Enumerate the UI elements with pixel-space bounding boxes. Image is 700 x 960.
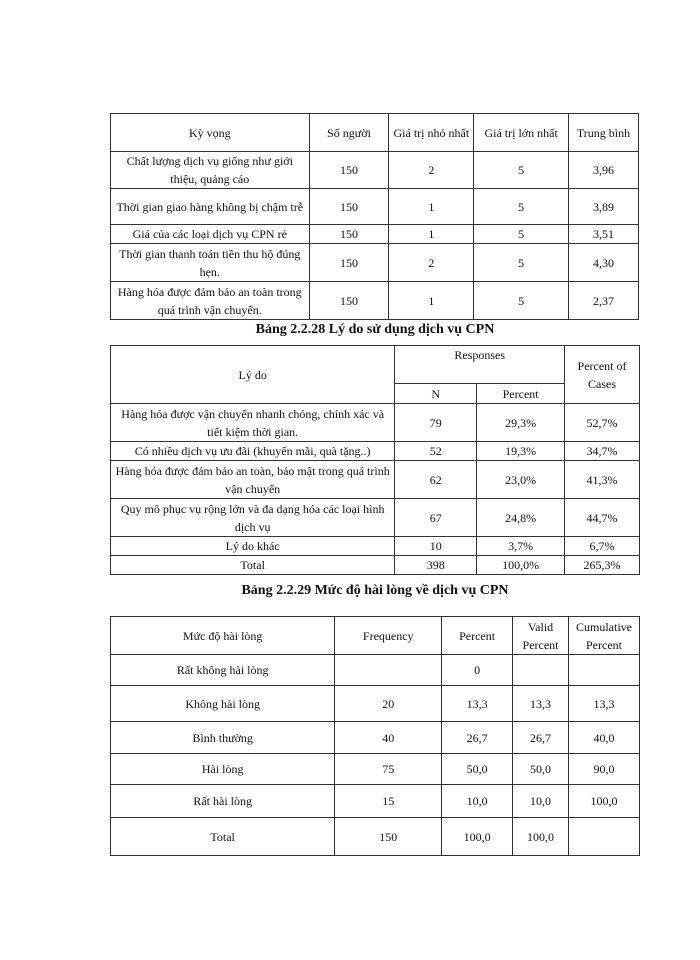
cell-count: 150 <box>309 225 389 244</box>
table-total-row <box>111 556 640 575</box>
cell-mean: 4,30 <box>569 244 639 282</box>
cell-percent: 10,0 <box>442 785 513 818</box>
cell-expectation: Chất lượng dịch vụ giống như giới thiệu, quảng cáo <box>111 152 310 189</box>
cell-valid-percent: 10,0 <box>513 785 569 818</box>
cell-expectation: Giá của các loại dịch vụ CPN rẻ <box>111 225 310 244</box>
cell-valid-percent: 50,0 <box>513 754 569 785</box>
cell-cumulative-percent: 40,0 <box>568 722 639 754</box>
table-row <box>111 537 640 556</box>
table-row <box>111 499 640 537</box>
column-header: Percent <box>442 617 513 655</box>
cell-n: 398 <box>395 556 477 575</box>
expectation-table <box>110 113 639 320</box>
cell-valid-percent <box>513 655 569 686</box>
cell-cumulative-percent: 100,0 <box>568 785 639 818</box>
cell-expectation: Thời gian giao hàng không bị chậm trễ <box>111 189 310 225</box>
cell-min: 2 <box>389 244 474 282</box>
column-header: Lý do <box>111 346 395 404</box>
column-header: Giá trị lớn nhất <box>474 114 569 152</box>
cell-expectation: Hàng hóa được đảm bảo an toàn trong quá trình vận chuyển. <box>111 282 310 320</box>
column-header: Percent <box>477 384 565 404</box>
table-row <box>111 686 640 722</box>
table-row <box>111 785 640 818</box>
column-header: Trung bình <box>569 114 639 152</box>
cell-n: 52 <box>395 442 477 461</box>
cell-cumulative-percent: 90,0 <box>568 754 639 785</box>
cell-count: 150 <box>309 282 389 320</box>
cell-percent: 26,7 <box>442 722 513 754</box>
table-row <box>111 225 639 244</box>
cell-level: Hài lòng <box>111 754 335 785</box>
cell-level: Bình thường <box>111 722 335 754</box>
column-header: Responses <box>395 346 565 384</box>
cell-percent-cases: 6,7% <box>565 537 640 556</box>
column-header: Giá trị nhỏ nhất <box>389 114 474 152</box>
table-caption: Bảng 2.2.29 Mức độ hài lòng về dịch vụ CPN <box>241 583 509 598</box>
cell-percent: 0 <box>442 655 513 686</box>
cell-percent: 24,8% <box>477 499 565 537</box>
column-header: Valid Percent <box>513 617 569 655</box>
table-row <box>111 282 639 320</box>
column-header: N <box>395 384 477 404</box>
cell-percent: 23,0% <box>477 461 565 499</box>
cell-n: 62 <box>395 461 477 499</box>
cell-frequency: 20 <box>335 686 442 722</box>
table-caption: Bảng 2.2.28 Lý do sử dụng dịch vụ CPN <box>255 322 495 337</box>
cell-reason: Quy mô phục vụ rộng lớn và đa dạng hóa các loại hình dịch vụ <box>111 499 395 537</box>
cell-frequency: 150 <box>335 818 442 856</box>
table-header-row <box>111 114 639 152</box>
satisfaction-table <box>110 616 640 856</box>
table-header-row <box>111 617 640 655</box>
table-row <box>111 722 640 754</box>
table-row <box>111 461 640 499</box>
column-header: Frequency <box>335 617 442 655</box>
cell-level: Total <box>111 818 335 856</box>
table-header-row <box>111 346 640 384</box>
cell-percent: 3,7% <box>477 537 565 556</box>
cell-frequency <box>335 655 442 686</box>
cell-percent: 29,3% <box>477 404 565 442</box>
cell-level: Không hài lòng <box>111 686 335 722</box>
cell-max: 5 <box>474 225 569 244</box>
cell-percent-cases: 44,7% <box>565 499 640 537</box>
cell-percent: 100,0% <box>477 556 565 575</box>
cell-min: 1 <box>389 189 474 225</box>
cell-reason: Total <box>111 556 395 575</box>
cell-reason: Có nhiều dịch vụ ưu đãi (khuyến mãi, quà tặng..) <box>111 442 395 461</box>
cell-max: 5 <box>474 189 569 225</box>
cell-min: 1 <box>389 225 474 244</box>
cell-min: 2 <box>389 152 474 189</box>
cell-percent: 13,3 <box>442 686 513 722</box>
cell-cumulative-percent: 13,3 <box>568 686 639 722</box>
cell-n: 67 <box>395 499 477 537</box>
table-row <box>111 754 640 785</box>
cell-cumulative-percent <box>568 655 639 686</box>
table-row <box>111 655 640 686</box>
column-header: Percent of Cases <box>565 346 640 404</box>
cell-max: 5 <box>474 244 569 282</box>
cell-n: 79 <box>395 404 477 442</box>
cell-reason: Hàng hóa được đảm bảo an toàn, bảo mật trong quá trình vận chuyển <box>111 461 395 499</box>
cell-count: 150 <box>309 244 389 282</box>
cell-min: 1 <box>389 282 474 320</box>
table-row <box>111 244 639 282</box>
cell-mean: 2,37 <box>569 282 639 320</box>
cell-mean: 3,51 <box>569 225 639 244</box>
cell-expectation: Thời gian thanh toán tiền thu hộ đúng hẹn. <box>111 244 310 282</box>
reason-table <box>110 345 640 575</box>
cell-cumulative-percent <box>568 818 639 856</box>
column-header: Số người <box>309 114 389 152</box>
cell-count: 150 <box>309 189 389 225</box>
cell-frequency: 40 <box>335 722 442 754</box>
cell-reason: Lý do khác <box>111 537 395 556</box>
cell-percent-cases: 41,3% <box>565 461 640 499</box>
cell-frequency: 75 <box>335 754 442 785</box>
cell-level: Rất hài lòng <box>111 785 335 818</box>
cell-percent: 50,0 <box>442 754 513 785</box>
table-total-row <box>111 818 640 856</box>
cell-max: 5 <box>474 152 569 189</box>
cell-valid-percent: 100,0 <box>513 818 569 856</box>
table-row <box>111 152 639 189</box>
cell-percent: 100,0 <box>442 818 513 856</box>
cell-percent-cases: 52,7% <box>565 404 640 442</box>
cell-n: 10 <box>395 537 477 556</box>
column-header: Mức độ hài lòng <box>111 617 335 655</box>
table-row <box>111 404 640 442</box>
column-header: Cumulative Percent <box>568 617 639 655</box>
cell-valid-percent: 13,3 <box>513 686 569 722</box>
cell-valid-percent: 26,7 <box>513 722 569 754</box>
cell-percent-cases: 34,7% <box>565 442 640 461</box>
cell-percent: 19,3% <box>477 442 565 461</box>
cell-level: Rất không hài lòng <box>111 655 335 686</box>
cell-frequency: 15 <box>335 785 442 818</box>
cell-reason: Hàng hóa được vận chuyển nhanh chóng, chính xác và tiết kiệm thời gian. <box>111 404 395 442</box>
cell-count: 150 <box>309 152 389 189</box>
table-row <box>111 189 639 225</box>
table-row <box>111 442 640 461</box>
cell-mean: 3,89 <box>569 189 639 225</box>
column-header: Kỳ vọng <box>111 114 310 152</box>
cell-percent-cases: 265,3% <box>565 556 640 575</box>
cell-max: 5 <box>474 282 569 320</box>
cell-mean: 3,96 <box>569 152 639 189</box>
